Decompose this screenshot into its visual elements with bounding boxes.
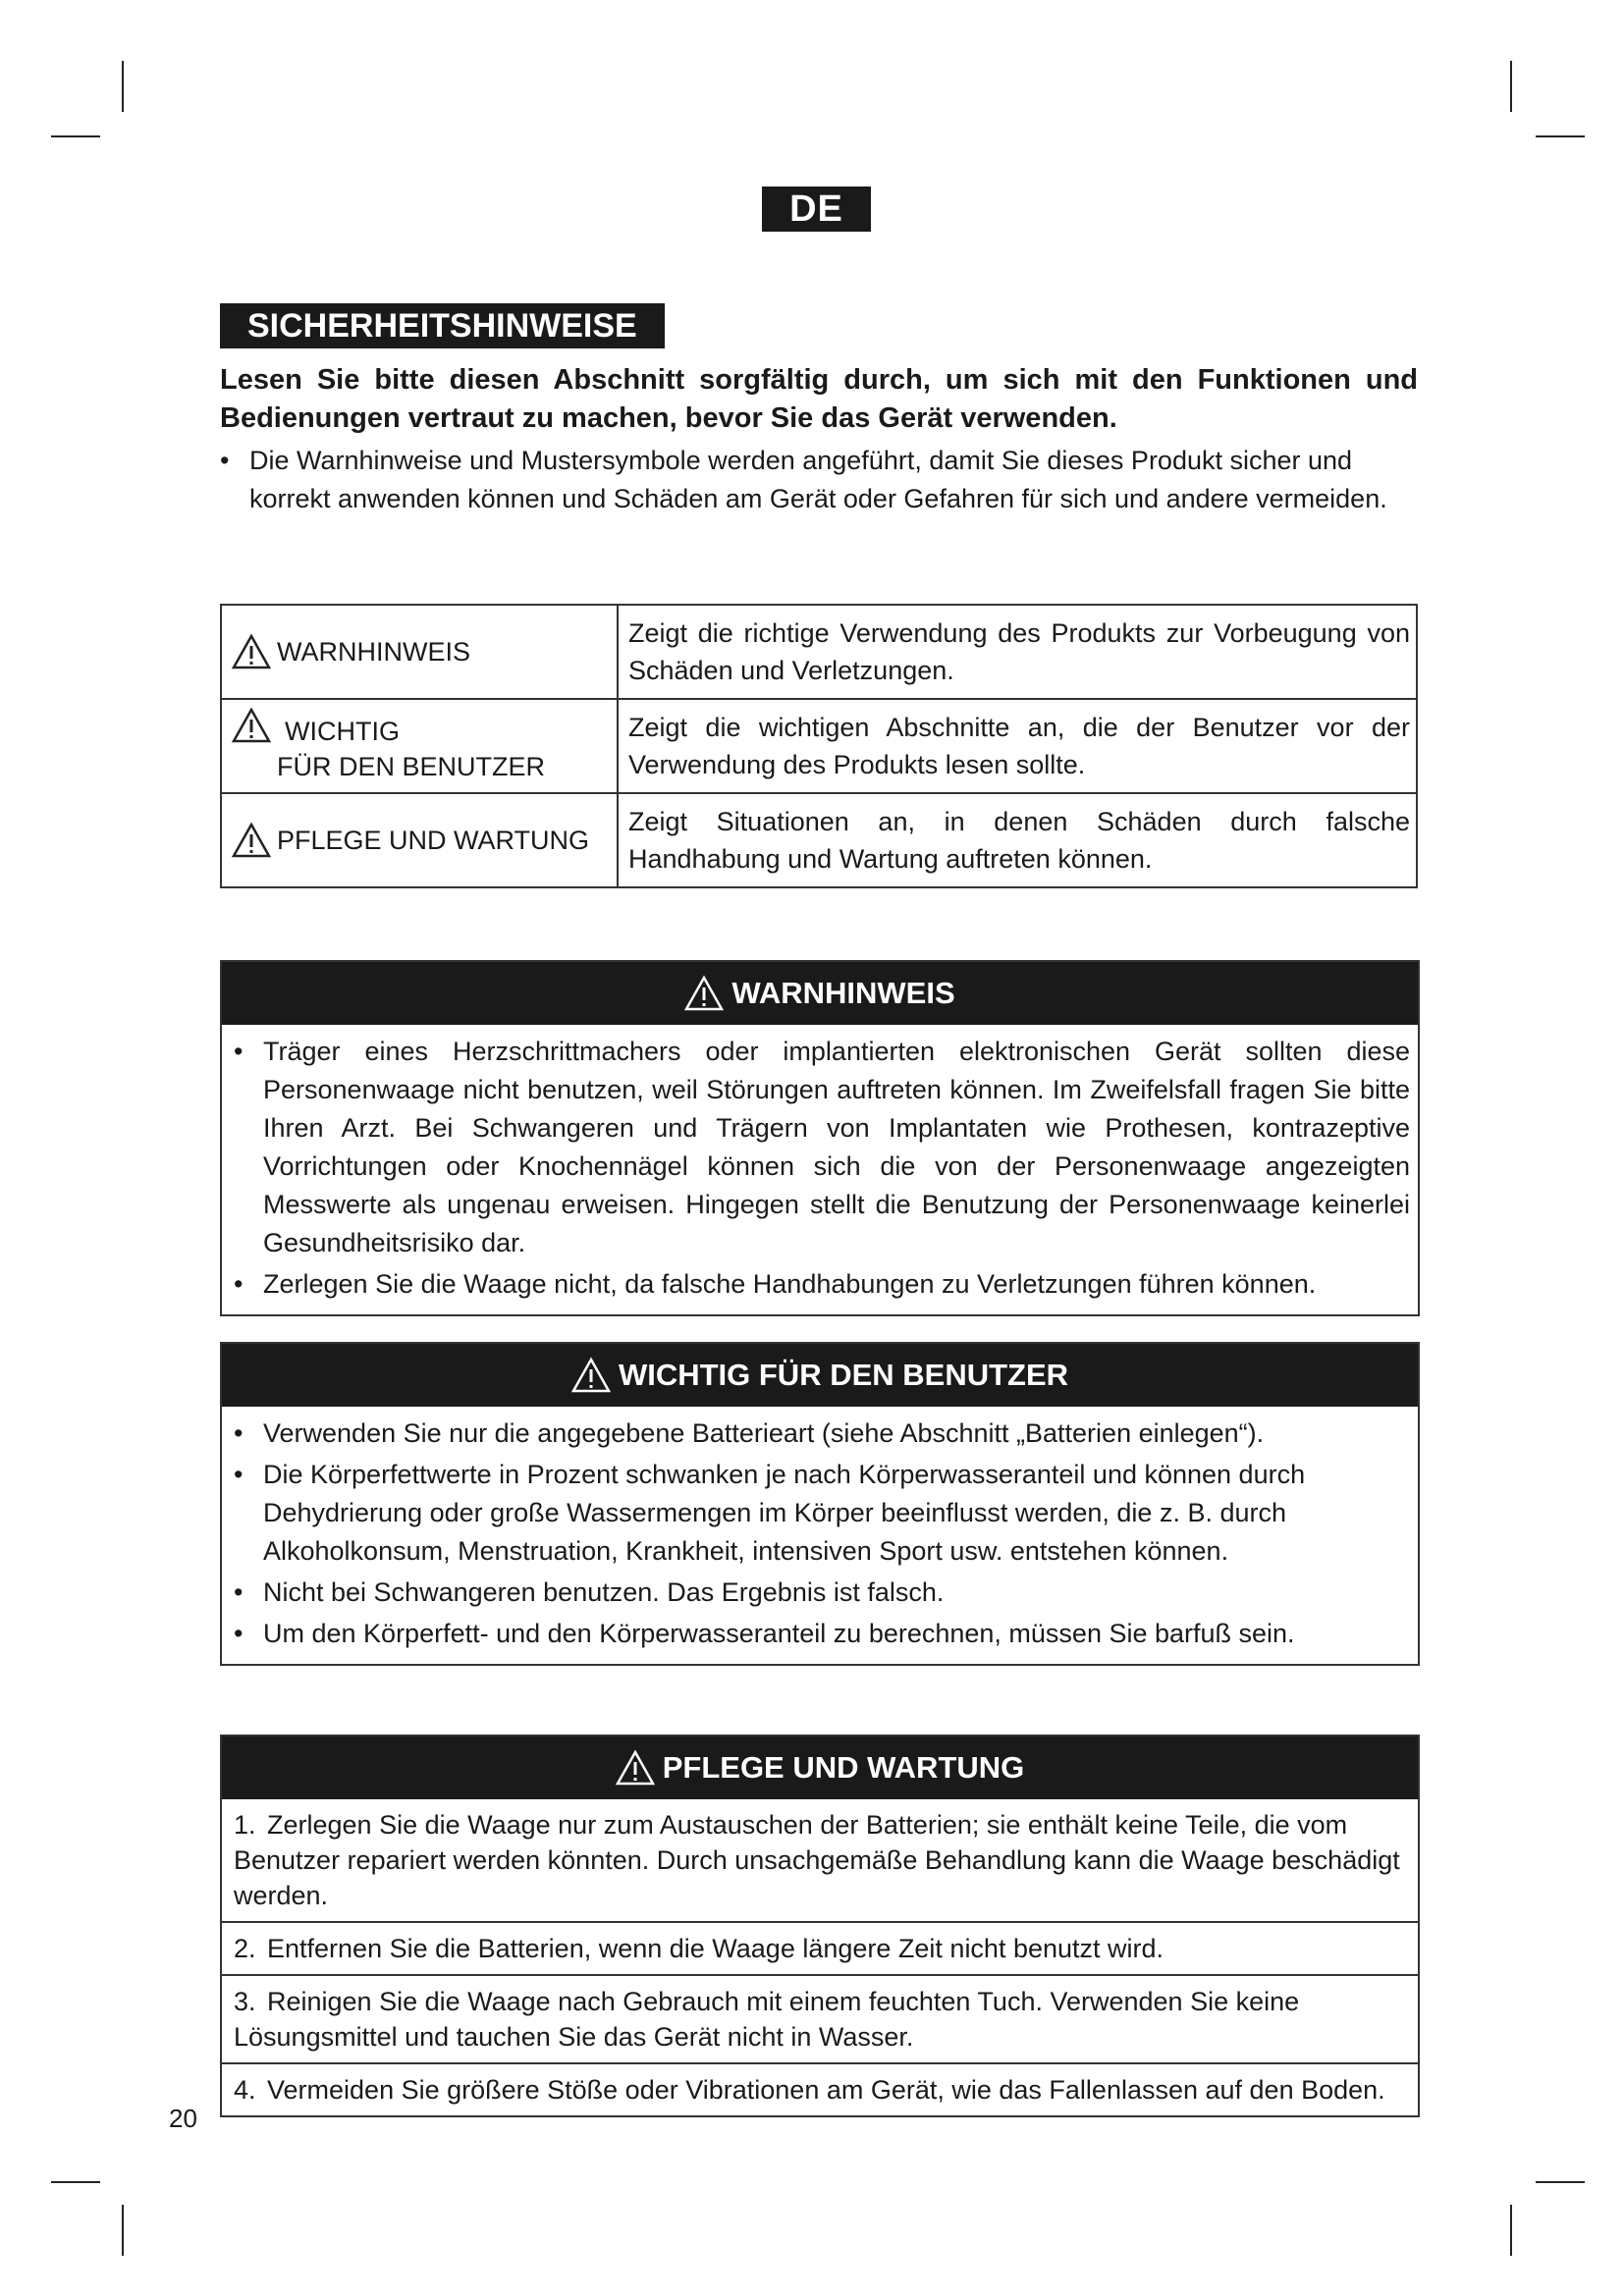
bullet-dot: •	[234, 1418, 244, 1448]
warning-triangle-icon	[684, 975, 724, 1012]
care-box-title: PFLEGE UND WARTUNG	[662, 1750, 1025, 1785]
legend-row	[221, 605, 1417, 699]
list-item-text: Die Körperfettwerte in Prozent schwanken je nach Körperwasseranteil und können durch Dehydrierung oder große Wassermengen im Körper beeinflusst werden, die z. B. durch Alkoholkonsum, Menstruation, Krankheit, intensiven Sport usw. entstehen können.	[263, 1460, 1306, 1566]
user-box	[220, 1342, 1420, 1666]
bullet-dot: •	[234, 1460, 244, 1489]
warning-box-body	[222, 1025, 1418, 1314]
care-box-body	[222, 1799, 1418, 2115]
item-number: 1.	[234, 1810, 256, 1840]
list-item	[234, 1574, 1410, 1612]
crop-mark	[1510, 61, 1512, 112]
item-text: Reinigen Sie die Waage nach Gebrauch mit einem feuchten Tuch. Verwenden Sie keine Lösungsmittel und tauchen Sie das Gerät nicht in Wasser.	[234, 1987, 1300, 2052]
legend-label: PFLEGE UND WARTUNG	[277, 825, 590, 855]
section-title: SICHERHEITSHINWEISE	[220, 303, 665, 348]
list-item-text: Nicht bei Schwangeren benutzen. Das Ergebnis ist falsch.	[263, 1577, 945, 1607]
language-badge: DE	[762, 187, 871, 232]
list-item-text: Um den Körperfett- und den Körperwasseranteil zu berechnen, müssen Sie barfuß sein.	[263, 1619, 1295, 1648]
legend-description: Zeigt die wichtigen Abschnitte an, die der Benutzer vor der Verwendung des Produkts lesen sollte.	[618, 699, 1417, 793]
warning-box-header	[222, 962, 1418, 1025]
list-item	[234, 1033, 1410, 1262]
warning-triangle-icon	[571, 1357, 611, 1394]
list-item	[234, 1615, 1410, 1653]
numbered-item	[222, 1974, 1418, 2062]
legend-description: Zeigt Situationen an, in denen Schäden durch falsche Handhabung und Wartung auftreten können.	[618, 793, 1417, 887]
bullet-dot: •	[234, 1577, 244, 1607]
bullet-dot: •	[220, 446, 230, 475]
bullet-dot: •	[234, 1269, 244, 1299]
list-item	[234, 1456, 1410, 1571]
user-box-body	[222, 1407, 1418, 1664]
legend-label: WARNHINWEIS	[277, 636, 470, 667]
legend-table	[220, 604, 1418, 888]
item-number: 2.	[234, 1934, 256, 1963]
item-text: Zerlegen Sie die Waage nur zum Austauschen der Batterien; sie enthält keine Teile, die vom Benutzer repariert werden könnten. Durch unsachgemäße Behandlung kann die Waage beschädigt werden.	[234, 1810, 1400, 1910]
legend-label: WICHTIG	[285, 717, 400, 746]
numbered-item	[222, 1921, 1418, 1974]
crop-mark	[51, 135, 100, 137]
item-number: 3.	[234, 1987, 256, 2016]
numbered-item	[222, 2062, 1418, 2115]
list-item	[234, 1415, 1410, 1453]
user-box-title: WICHTIG FÜR DEN BENUTZER	[618, 1358, 1069, 1392]
warning-box	[220, 960, 1420, 1316]
warning-triangle-icon	[232, 634, 271, 669]
crop-mark	[1510, 2205, 1512, 2256]
crop-mark	[1536, 135, 1585, 137]
legend-label-cell	[221, 605, 618, 699]
care-box-header	[222, 1736, 1418, 1799]
item-text: Vermeiden Sie größere Stöße oder Vibrationen am Gerät, wie das Fallenlassen auf den Boden.	[267, 2075, 1385, 2105]
warning-triangle-icon	[232, 823, 271, 858]
list-item-text: Verwenden Sie nur die angegebene Batterieart (siehe Abschnitt „Batterien einlegen“).	[263, 1418, 1265, 1448]
intro-bullet	[220, 442, 1418, 518]
crop-mark	[122, 2205, 124, 2256]
page-number: 20	[169, 2104, 197, 2133]
bullet-dot: •	[234, 1037, 244, 1066]
item-number: 4.	[234, 2075, 256, 2105]
list-item	[234, 1265, 1410, 1304]
intro-bullet-text: Die Warnhinweise und Mustersymbole werden angeführt, damit Sie dieses Produkt sicher und korrekt anwenden können und Schäden am Gerät oder Gefahren für sich und andere vermeiden.	[249, 446, 1387, 513]
warning-triangle-icon	[232, 708, 271, 743]
numbered-item	[222, 1799, 1418, 1921]
legend-description: Zeigt die richtige Verwendung des Produkts zur Vorbeugung von Schäden und Verletzungen.	[618, 605, 1417, 699]
legend-label-line2: FÜR DEN BENUTZER	[277, 752, 546, 781]
list-item-text: Zerlegen Sie die Waage nicht, da falsche Handhabungen zu Verletzungen führen können.	[263, 1269, 1317, 1299]
crop-mark	[51, 2181, 100, 2183]
item-text: Entfernen Sie die Batterien, wenn die Waage längere Zeit nicht benutzt wird.	[267, 1934, 1164, 1963]
intro-bold-text: Lesen Sie bitte diesen Abschnitt sorgfältig durch, um sich mit den Funktionen und Bedienungen vertraut zu machen, bevor Sie das Gerät verwenden.	[220, 364, 1418, 434]
warning-triangle-icon	[616, 1749, 655, 1787]
legend-row	[221, 699, 1417, 793]
legend-row	[221, 793, 1417, 887]
crop-mark	[122, 61, 124, 112]
legend-label-cell	[221, 793, 618, 887]
legend-label-cell	[221, 699, 618, 793]
crop-mark	[1536, 2181, 1585, 2183]
warning-box-title: WARNHINWEIS	[731, 976, 955, 1010]
care-box	[220, 1735, 1420, 2117]
user-box-header	[222, 1344, 1418, 1407]
list-item-text: Träger eines Herzschrittmachers oder implantierten elektronischen Gerät sollten diese Personenwaage nicht benutzen, weil Störungen auftreten können. Im Zweifelsfall fragen Sie bitte Ihren Arzt. Bei Schwangeren und Trägern von Implantaten wie Prothesen, kontrazeptive Vorrichtungen oder Knochennägel können sich die von der Personenwaage angezeigten Messwerte als ungenau erweisen. Hingegen stellt die Benutzung der Personenwaage keinerlei Gesundheitsrisiko dar.	[263, 1037, 1410, 1257]
bullet-dot: •	[234, 1619, 244, 1648]
